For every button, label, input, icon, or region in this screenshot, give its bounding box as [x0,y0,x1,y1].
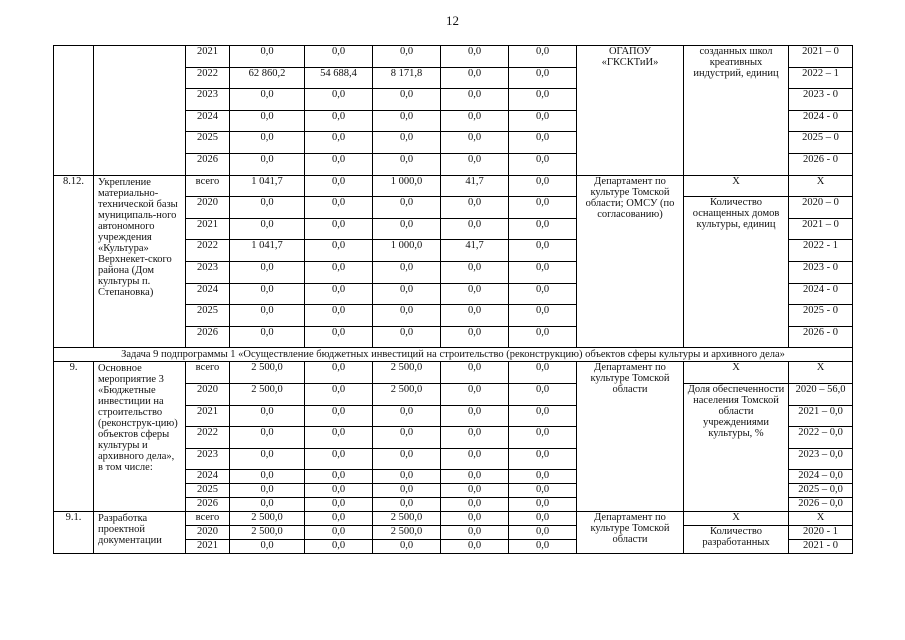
executor-cell: Департамент по культуре Томской области; ОМСУ (по согласованию) [577,175,684,348]
year-cell: 2025 [186,484,230,498]
value-cell-2: 0,0 [305,305,373,327]
value-cell-1: 0,0 [230,427,305,449]
year-cell: 2022 [186,67,230,89]
value-cell-1: 0,0 [230,470,305,484]
year-cell: 2021 [186,218,230,240]
value-cell-3: 0,0 [373,470,441,484]
year-cell: 2026 [186,326,230,348]
value-cell-1: 0,0 [230,218,305,240]
value-cell-3: 0,0 [373,427,441,449]
indicator-cell: Количество разработанных [684,526,789,554]
value-cell-5: 0,0 [509,283,577,305]
value-cell-4: 0,0 [441,405,509,427]
indicator-value-cell: 2024 - 0 [789,110,853,132]
value-cell-4: 0,0 [441,110,509,132]
value-cell-3: 0,0 [373,46,441,68]
value-cell-3: 0,0 [373,305,441,327]
value-cell-4: 0,0 [441,305,509,327]
value-cell-3: 0,0 [373,261,441,283]
value-cell-3: 2 500,0 [373,512,441,526]
number-cell: 9. [54,362,94,512]
value-cell-2: 0,0 [305,405,373,427]
value-cell-4: 0,0 [441,362,509,384]
table-row [54,175,853,197]
indicator-cell: созданных школ креативных индустрий, единиц [684,46,789,176]
value-cell-4: 0,0 [441,470,509,484]
value-cell-2: 0,0 [305,89,373,111]
year-cell: 2020 [186,197,230,219]
value-cell-2: 0,0 [305,448,373,470]
value-cell-4: 0,0 [441,484,509,498]
value-cell-1: 0,0 [230,46,305,68]
indicator-value-cell: 2023 – 0,0 [789,448,853,470]
value-cell-4: 0,0 [441,67,509,89]
value-cell-4: 0,0 [441,326,509,348]
value-cell-1: 0,0 [230,197,305,219]
value-cell-2: 0,0 [305,240,373,262]
indicator-value-cell: 2020 - 1 [789,526,853,540]
value-cell-5: 0,0 [509,89,577,111]
table-body [54,46,853,554]
value-cell-2: 0,0 [305,526,373,540]
value-cell-5: 0,0 [509,175,577,197]
indicator-header-cell: Х [684,175,789,197]
value-cell-3: 2 500,0 [373,526,441,540]
indicator-value-cell: 2023 - 0 [789,261,853,283]
value-cell-1: 0,0 [230,448,305,470]
indicator-header-cell: Х [684,512,789,526]
year-cell: 2020 [186,383,230,405]
value-cell-5: 0,0 [509,153,577,175]
indicator-value-cell: 2026 - 0 [789,326,853,348]
indicator-value-cell: Х [789,175,853,197]
value-cell-3: 8 171,8 [373,67,441,89]
indicator-cell: Количество оснащенных домов культуры, единиц [684,197,789,348]
table-row [54,512,853,526]
value-cell-1: 0,0 [230,110,305,132]
value-cell-5: 0,0 [509,46,577,68]
value-cell-5: 0,0 [509,240,577,262]
name-cell: Основное мероприятие 3 «Бюджетные инвестиции на строительство (реконструк-цию) объектов сферы культуры и архивного дела», в том числе: [94,362,186,512]
value-cell-3: 0,0 [373,110,441,132]
year-cell: 2024 [186,110,230,132]
indicator-value-cell: 2021 – 0,0 [789,405,853,427]
value-cell-5: 0,0 [509,362,577,384]
year-cell: 2020 [186,526,230,540]
indicator-value-cell: 2025 - 0 [789,305,853,327]
value-cell-1: 0,0 [230,261,305,283]
value-cell-4: 0,0 [441,283,509,305]
indicator-value-cell: 2025 – 0 [789,132,853,154]
value-cell-1: 0,0 [230,484,305,498]
value-cell-5: 0,0 [509,261,577,283]
value-cell-2: 0,0 [305,153,373,175]
year-cell: 2021 [186,46,230,68]
value-cell-4: 0,0 [441,512,509,526]
value-cell-4: 0,0 [441,46,509,68]
value-cell-3: 0,0 [373,283,441,305]
value-cell-1: 0,0 [230,305,305,327]
indicator-value-cell: 2026 - 0 [789,153,853,175]
year-cell: всего [186,175,230,197]
year-cell: 2026 [186,153,230,175]
value-cell-5: 0,0 [509,218,577,240]
value-cell-2: 0,0 [305,283,373,305]
value-cell-4: 0,0 [441,448,509,470]
value-cell-5: 0,0 [509,305,577,327]
value-cell-2: 0,0 [305,46,373,68]
year-cell: всего [186,362,230,384]
number-cell: 8.12. [54,175,94,348]
value-cell-1: 2 500,0 [230,526,305,540]
indicator-value-cell: 2024 - 0 [789,283,853,305]
value-cell-1: 2 500,0 [230,362,305,384]
value-cell-5: 0,0 [509,132,577,154]
value-cell-1: 0,0 [230,540,305,554]
value-cell-5: 0,0 [509,67,577,89]
value-cell-5: 0,0 [509,540,577,554]
indicator-value-cell: 2021 – 0 [789,46,853,68]
executor-cell: ОГАПОУ «ГКСКТиИ» [577,46,684,176]
value-cell-2: 54 688,4 [305,67,373,89]
name-cell [94,46,186,176]
value-cell-5: 0,0 [509,405,577,427]
value-cell-1: 62 860,2 [230,67,305,89]
value-cell-5: 0,0 [509,197,577,219]
indicator-value-cell: Х [789,362,853,384]
value-cell-2: 0,0 [305,175,373,197]
table-row [54,46,853,68]
value-cell-5: 0,0 [509,448,577,470]
value-cell-2: 0,0 [305,498,373,512]
indicator-value-cell: 2020 – 56,0 [789,383,853,405]
year-cell: 2021 [186,405,230,427]
value-cell-4: 0,0 [441,197,509,219]
value-cell-4: 0,0 [441,526,509,540]
indicator-value-cell: 2026 – 0,0 [789,498,853,512]
value-cell-1: 0,0 [230,132,305,154]
value-cell-5: 0,0 [509,526,577,540]
value-cell-5: 0,0 [509,326,577,348]
value-cell-2: 0,0 [305,197,373,219]
year-cell: 2021 [186,540,230,554]
value-cell-1: 0,0 [230,283,305,305]
value-cell-3: 1 000,0 [373,175,441,197]
value-cell-2: 0,0 [305,470,373,484]
value-cell-4: 0,0 [441,540,509,554]
value-cell-2: 0,0 [305,427,373,449]
value-cell-3: 0,0 [373,484,441,498]
indicator-value-cell: 2024 – 0,0 [789,470,853,484]
value-cell-2: 0,0 [305,218,373,240]
value-cell-3: 1 000,0 [373,240,441,262]
indicator-value-cell: 2022 - 1 [789,240,853,262]
value-cell-1: 2 500,0 [230,512,305,526]
value-cell-3: 0,0 [373,132,441,154]
value-cell-4: 0,0 [441,132,509,154]
task-heading: Задача 9 подпрограммы 1 «Осуществление бюджетных инвестиций на строительство (реконструкцию) объектов сферы культуры и архивного дела» [54,348,853,362]
indicator-value-cell: 2020 – 0 [789,197,853,219]
value-cell-4: 41,7 [441,175,509,197]
value-cell-2: 0,0 [305,326,373,348]
value-cell-2: 0,0 [305,512,373,526]
name-cell: Разработка проектной документации [94,512,186,554]
value-cell-4: 0,0 [441,383,509,405]
indicator-value-cell: Х [789,512,853,526]
value-cell-4: 0,0 [441,498,509,512]
table-row [54,362,853,384]
value-cell-5: 0,0 [509,110,577,132]
value-cell-3: 0,0 [373,153,441,175]
indicator-value-cell: 2025 – 0,0 [789,484,853,498]
value-cell-4: 0,0 [441,427,509,449]
executor-cell: Департамент по культуре Томской области [577,512,684,554]
executor-cell: Департамент по культуре Томской области [577,362,684,512]
indicator-value-cell: 2021 - 0 [789,540,853,554]
value-cell-3: 2 500,0 [373,362,441,384]
value-cell-2: 0,0 [305,261,373,283]
year-cell: 2025 [186,132,230,154]
indicator-cell: Доля обеспеченности населения Томской области учреждениями культуры, % [684,383,789,511]
indicator-value-cell: 2022 – 1 [789,67,853,89]
value-cell-3: 0,0 [373,448,441,470]
value-cell-2: 0,0 [305,540,373,554]
number-cell: 9.1. [54,512,94,554]
program-table [53,45,853,554]
value-cell-3: 0,0 [373,540,441,554]
value-cell-3: 0,0 [373,326,441,348]
value-cell-5: 0,0 [509,427,577,449]
value-cell-3: 0,0 [373,218,441,240]
year-cell: 2022 [186,240,230,262]
year-cell: 2024 [186,470,230,484]
year-cell: 2023 [186,261,230,283]
value-cell-1: 1 041,7 [230,240,305,262]
value-cell-4: 0,0 [441,153,509,175]
value-cell-3: 0,0 [373,498,441,512]
value-cell-2: 0,0 [305,484,373,498]
task-row [54,348,853,362]
value-cell-5: 0,0 [509,512,577,526]
value-cell-1: 2 500,0 [230,383,305,405]
indicator-header-cell: Х [684,362,789,384]
year-cell: 2025 [186,305,230,327]
value-cell-3: 0,0 [373,89,441,111]
value-cell-4: 0,0 [441,218,509,240]
value-cell-4: 0,0 [441,261,509,283]
value-cell-2: 0,0 [305,132,373,154]
value-cell-2: 0,0 [305,110,373,132]
value-cell-1: 0,0 [230,89,305,111]
value-cell-3: 0,0 [373,197,441,219]
value-cell-4: 0,0 [441,89,509,111]
value-cell-1: 0,0 [230,153,305,175]
value-cell-1: 0,0 [230,498,305,512]
year-cell: всего [186,512,230,526]
value-cell-3: 2 500,0 [373,383,441,405]
value-cell-1: 0,0 [230,405,305,427]
value-cell-1: 0,0 [230,326,305,348]
year-cell: 2023 [186,89,230,111]
year-cell: 2026 [186,498,230,512]
value-cell-4: 41,7 [441,240,509,262]
value-cell-2: 0,0 [305,362,373,384]
value-cell-3: 0,0 [373,405,441,427]
page-number: 12 [446,13,459,28]
number-cell [54,46,94,176]
name-cell: Укрепление материально-технической базы муниципаль-ного автономного учреждения «Культура» Верхнекет-ского района (Дом культуры п. Степановка) [94,175,186,348]
value-cell-5: 0,0 [509,498,577,512]
value-cell-5: 0,0 [509,470,577,484]
year-cell: 2023 [186,448,230,470]
indicator-value-cell: 2022 – 0,0 [789,427,853,449]
indicator-value-cell: 2021 – 0 [789,218,853,240]
value-cell-1: 1 041,7 [230,175,305,197]
year-cell: 2022 [186,427,230,449]
value-cell-5: 0,0 [509,484,577,498]
value-cell-5: 0,0 [509,383,577,405]
indicator-value-cell: 2023 - 0 [789,89,853,111]
year-cell: 2024 [186,283,230,305]
value-cell-2: 0,0 [305,383,373,405]
